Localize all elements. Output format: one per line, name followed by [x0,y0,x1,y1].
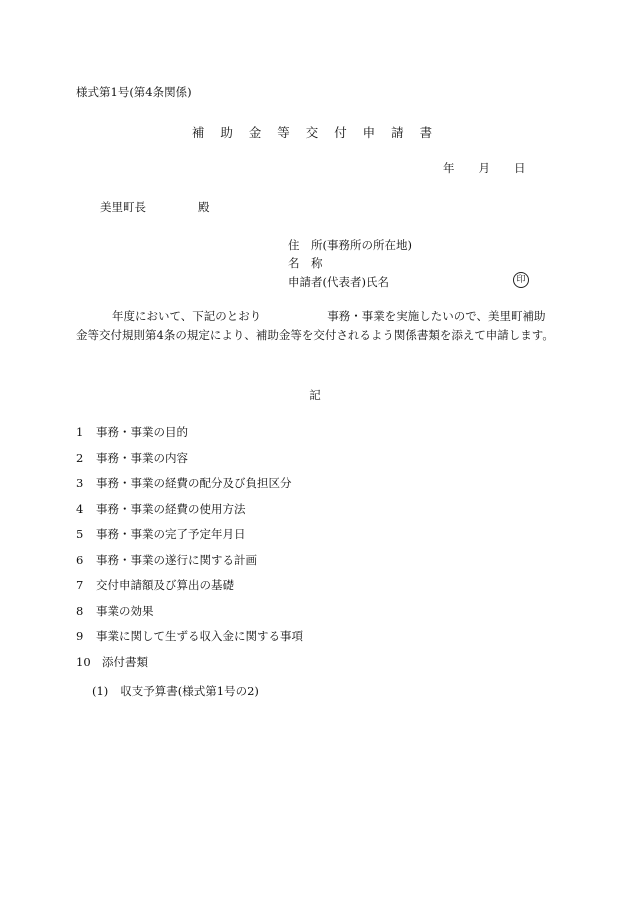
list-item [76,502,303,528]
item-label: 事務・事業の経費の配分及び負担区分 [96,476,292,490]
addressee [100,199,210,215]
item-number: 6 [76,552,84,567]
item-label: 事務・事業の遂行に関する計画 [96,552,257,567]
item-number: 1 [76,425,84,439]
ki-heading: 記 [309,388,321,402]
item-label: 事務・事業の経費の使用方法 [96,501,246,516]
date-line [443,160,526,176]
item-number: 10 [76,654,91,669]
list-item [76,451,303,477]
item-label: 事務・事業の内容 [96,450,188,465]
list-item [76,527,303,553]
item-list [76,425,303,680]
item-label: 交付申請額及び算出の基礎 [96,578,234,592]
list-item [76,629,303,655]
sub-item-number: (1) [92,684,109,698]
list-item [76,476,303,502]
form-number: 様式第1号(第4条関係) [76,85,192,99]
item-number: 8 [76,603,84,618]
date-day: 日 [514,161,526,175]
body-text-part1: 年度において、下記のとおり [112,309,262,323]
item-number: 2 [76,450,84,465]
applicant-address-label: 住 所(事務所の所在地) [288,238,412,252]
sub-item-label: 収支予算書(様式第1号の2) [120,684,259,698]
sub-item [92,683,259,699]
item-label: 添付書類 [102,654,148,669]
item-label: 事務・事業の目的 [96,425,188,439]
list-item [76,655,303,681]
item-number: 9 [76,629,84,643]
list-item [76,425,303,451]
item-number: 7 [76,578,84,592]
item-label: 事務・事業の完了予定年月日 [96,527,246,541]
addressee-name: 美里町長 [100,200,146,214]
item-number: 5 [76,527,84,541]
applicant-name-label: 名 称 [288,256,323,270]
document-title: 補 助 金 等 交 付 申 請 書 [191,125,439,140]
item-number: 3 [76,476,84,490]
list-item [76,578,303,604]
date-month: 月 [478,161,490,175]
body-text-part2: 事務・事業を実施したいので、美里町補助金等交付規則第4条の規定により、補助金等を交付されるよう関係書類を添えて申請します。 [76,309,554,342]
seal-mark: 印 [513,272,529,288]
list-item [76,553,303,579]
application-body-text [76,307,554,345]
date-year: 年 [443,161,455,175]
list-item [76,604,303,630]
applicant-representative-label: 申請者(代表者)氏名 [288,275,389,289]
addressee-honorific: 殿 [198,200,210,214]
item-label: 事業に関して生ずる収入金に関する事項 [96,629,303,643]
item-number: 4 [76,501,84,516]
item-label: 事業の効果 [96,603,154,618]
